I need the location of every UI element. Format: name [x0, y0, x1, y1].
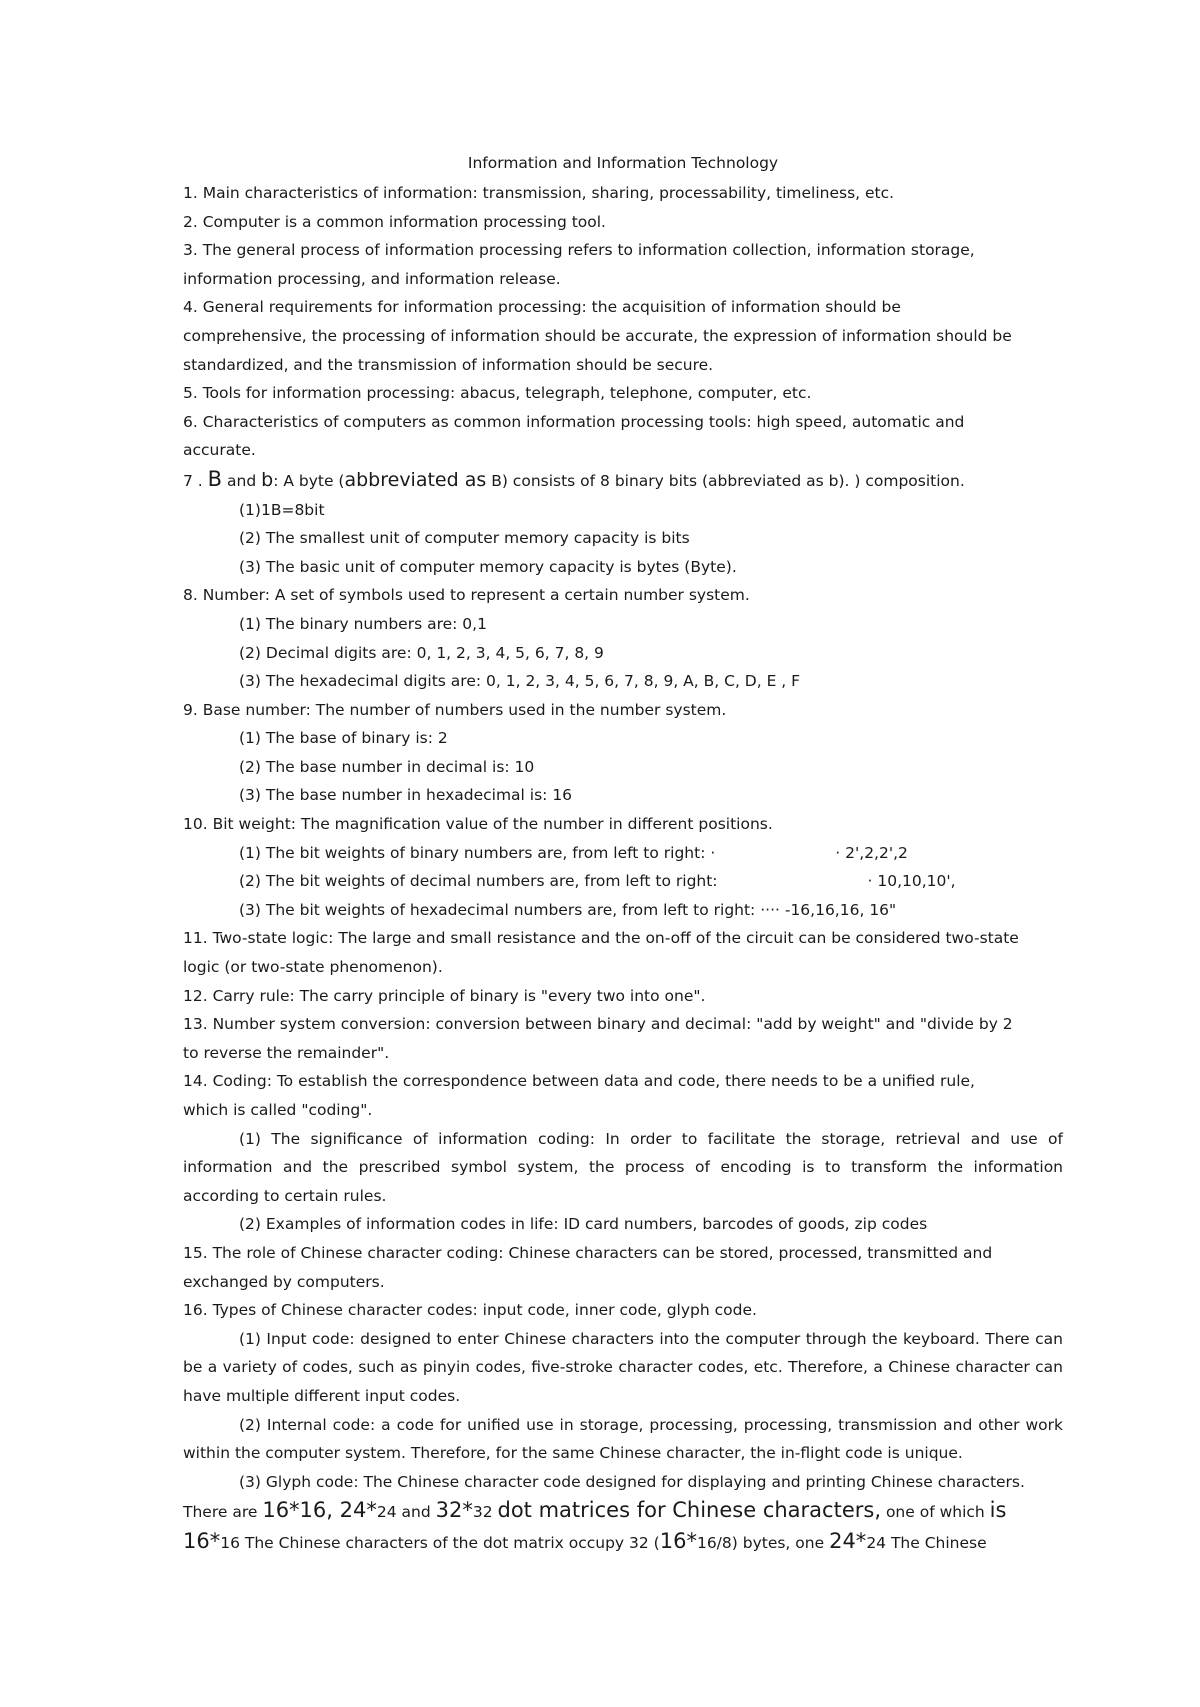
- item-7-end: B) consists of 8 binary bits (abbreviated as b). ) composition.: [491, 471, 965, 490]
- item-7-B: B: [207, 466, 223, 491]
- item-3-line-2: information processing, and information release.: [183, 269, 561, 288]
- item-7-abbreviated: abbreviated as: [344, 468, 487, 491]
- item-12: 12. Carry rule: The carry principle of binary is "every two into one".: [183, 986, 706, 1005]
- text-run: 16*16, 24*: [262, 1498, 377, 1523]
- text-run: 32*: [435, 1498, 473, 1523]
- text-run: 24 The Chinese: [866, 1533, 987, 1552]
- item-3-line-1: 3. The general process of information processing refers to information collection, information storage,: [183, 241, 975, 260]
- item-7-sub-1: (1)1B=8bit: [239, 500, 325, 519]
- item-14-line-2: which is called "coding".: [183, 1101, 373, 1119]
- item-10-sub-1-text: (1) The bit weights of binary numbers are, from left to right: ·: [239, 843, 716, 862]
- item-10-sub-1: [183, 839, 1063, 868]
- item-10-sub-1-weights: · 2',2,2',2: [835, 843, 908, 862]
- item-16-sub-3-line-3: [183, 1527, 1063, 1558]
- item-16: 16. Types of Chinese character codes: input code, inner code, glyph code.: [183, 1301, 757, 1320]
- item-6-line-2: accurate.: [183, 441, 256, 460]
- item-7-sub-3: (3) The basic unit of computer memory capacity is bytes (Byte).: [239, 557, 737, 576]
- item-14-line-1: 14. Coding: To establish the correspondence between data and code, there needs to be a unified rule,: [183, 1072, 975, 1091]
- item-7-number: 7 .: [183, 471, 203, 490]
- text-run: 16*: [183, 1528, 221, 1553]
- item-7-sub-2: (2) The smallest unit of computer memory capacity is bits: [239, 529, 690, 548]
- item-4-line-3: standardized, and the transmission of information should be secure.: [183, 355, 714, 374]
- item-9-sub-2: (2) The base number in decimal is: 10: [239, 757, 535, 776]
- item-5: 5. Tools for information processing: abacus, telegraph, telephone, computer, etc.: [183, 384, 812, 403]
- item-7-text: : A byte (: [273, 471, 345, 490]
- text-run: 16/8) bytes, one: [696, 1533, 825, 1552]
- text-run: is: [989, 1498, 1007, 1523]
- text-run: 32: [472, 1503, 493, 1522]
- item-7-and: and: [227, 471, 257, 490]
- item-10-sub-2-text: (2) The bit weights of decimal numbers are, from left to right:: [239, 872, 718, 891]
- page-title: Information and Information Technology: [467, 154, 779, 172]
- item-16-sub-1: (1) Input code: designed to enter Chinese characters into the computer through the keyboard. There can be a variety of codes, such as pinyin codes, five-stroke character codes, etc. Therefore, a Chinese character can have multiple different input codes.: [183, 1329, 1063, 1405]
- item-10-sub-2: [183, 867, 1063, 896]
- item-9-sub-1: (1) The base of binary is: 2: [239, 729, 448, 748]
- item-16-sub-3-line-2: [183, 1496, 1063, 1527]
- item-10-sub-3: (3) The bit weights of hexadecimal numbers are, from left to right: ···· -16,16,16, 16": [239, 900, 897, 919]
- item-2: 2. Computer is a common information processing tool.: [183, 212, 606, 231]
- text-run: 24*: [829, 1528, 867, 1553]
- item-7-b: b: [261, 468, 274, 491]
- text-run: one of which: [885, 1503, 985, 1522]
- item-11-line-1: 11. Two-state logic: The large and small resistance and the on-off of the circuit can be considered two-state: [183, 929, 1019, 948]
- text-run: 24 and: [376, 1503, 431, 1522]
- item-4-line-1: 4. General requirements for information processing: the acquisition of information should be: [183, 298, 901, 317]
- item-7: [183, 465, 1063, 496]
- item-13-line-2: to reverse the remainder".: [183, 1043, 390, 1062]
- document-page: [183, 150, 1063, 1558]
- item-16-sub-2: (2) Internal code: a code for unified use in storage, processing, processing, transmission and other work within the computer system. Therefore, for the same Chinese character, the in-flight code is unique.: [183, 1415, 1063, 1463]
- item-9: 9. Base number: The number of numbers used in the number system.: [183, 700, 727, 719]
- item-15-line-1: 15. The role of Chinese character coding: Chinese characters can be stored, processed, transmitted and: [183, 1243, 993, 1262]
- text-run: dot matrices for Chinese characters,: [497, 1498, 881, 1523]
- text-run: There are: [183, 1503, 258, 1522]
- item-11-line-2: logic (or two-state phenomenon).: [183, 958, 443, 977]
- text-run: 16*: [659, 1528, 697, 1553]
- item-1: 1. Main characteristics of information: transmission, sharing, processability, timeliness, etc.: [183, 184, 895, 202]
- item-4-line-2: comprehensive, the processing of information should be accurate, the expression of information should be: [183, 326, 1012, 345]
- item-13-line-1: 13. Number system conversion: conversion between binary and decimal: "add by weight" and "divide by 2: [183, 1015, 1013, 1034]
- item-10-sub-2-weights: · 10,10,10',: [867, 872, 956, 891]
- text-run: 16 The Chinese characters of the dot matrix occupy 32 (: [220, 1533, 660, 1552]
- item-6-line-1: 6. Characteristics of computers as common information processing tools: high speed, automatic and: [183, 412, 965, 431]
- item-16-sub-3: (3) Glyph code: The Chinese character code designed for displaying and printing Chinese characters.: [239, 1472, 1025, 1491]
- item-15-line-2: exchanged by computers.: [183, 1272, 385, 1291]
- item-10: 10. Bit weight: The magnification value of the number in different positions.: [183, 815, 773, 834]
- item-8-sub-2: (2) Decimal digits are: 0, 1, 2, 3, 4, 5, 6, 7, 8, 9: [239, 643, 604, 662]
- item-8: 8. Number: A set of symbols used to represent a certain number system.: [183, 586, 750, 605]
- item-8-sub-3: (3) The hexadecimal digits are: 0, 1, 2, 3, 4, 5, 6, 7, 8, 9, A, B, C, D, E , F: [239, 672, 801, 691]
- item-14-sub-1: (1) The significance of information coding: In order to facilitate the storage, retrieval and use of information and the prescribed symbol system, the process of encoding is to transform the information according to certain rules.: [183, 1129, 1063, 1205]
- item-9-sub-3: (3) The base number in hexadecimal is: 16: [239, 786, 573, 805]
- item-14-sub-2: (2) Examples of information codes in life: ID card numbers, barcodes of goods, zip codes: [239, 1215, 928, 1234]
- item-8-sub-1: (1) The binary numbers are: 0,1: [239, 614, 487, 633]
